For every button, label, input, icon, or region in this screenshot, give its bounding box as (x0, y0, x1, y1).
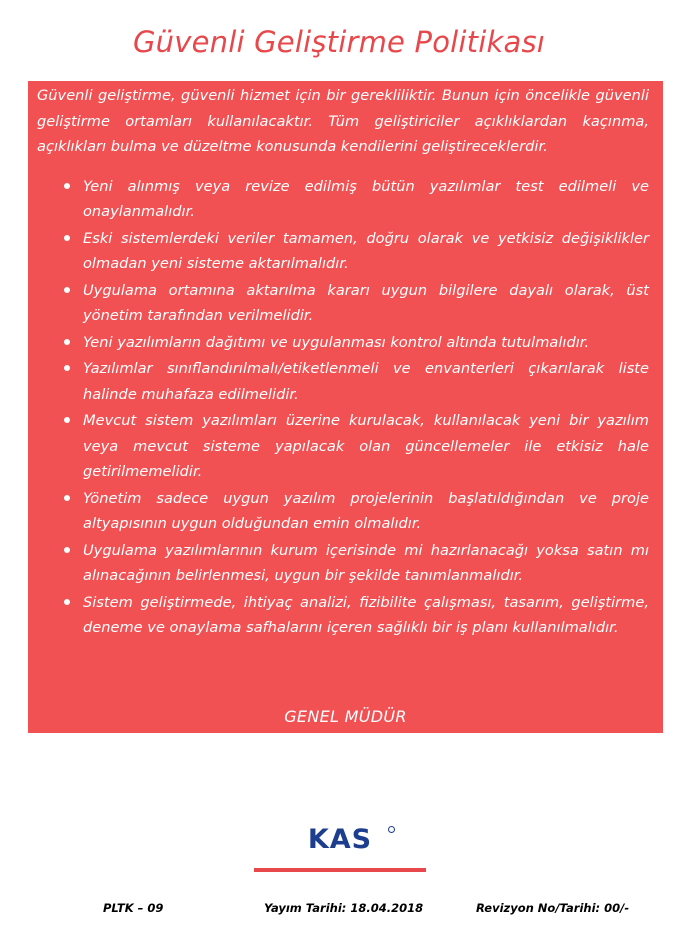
list-item (37, 356, 649, 407)
revision-info: Revizyon No/Tarihi: 00/- (476, 901, 630, 915)
document-title: Güvenli Geliştirme Politikası (132, 25, 546, 59)
list-item-text: Mevcut sistem yazılımları üzerine kurulacak, kullanılacak yeni bir yazılım veya mevcut sisteme yapılacak olan güncellemeler ile etkisiz hale getirilmemelidir. (83, 412, 649, 480)
list-item (37, 226, 649, 277)
list-item-text: Yeni alınmış veya revize edilmiş bütün yazılımlar test edilmeli ve onaylanmalıdır. (83, 177, 649, 220)
intro-paragraph: Güvenli geliştirme, güvenli hizmet için bir gerekliliktir. Bunun için öncelikle güvenli geliştirme ortamları kullanılacaktır. Tüm geliştiriciler açıklıklardan kaçınma, açıklıkları bulma ve düzeltme konusunda kendilerini geliştireceklerdir. (37, 87, 649, 155)
bullet-icon (64, 417, 70, 423)
list-item-text: Uygulama ortamına aktarılma kararı uygun bilgilere dayalı olarak, üst yönetim tarafından verilmelidir. (83, 281, 649, 324)
bullet-icon (64, 495, 70, 501)
list-item (37, 330, 649, 356)
list-item-text: Yazılımlar sınıflandırılmalı/etiketlenmeli ve envanterleri çıkarılarak liste halinde muhafaza edilmelidir. (83, 360, 649, 403)
policy-panel (28, 81, 663, 733)
logo-text: KAS (307, 824, 373, 855)
registered-mark-icon (388, 826, 395, 833)
bullet-icon (64, 365, 70, 371)
policy-list (37, 174, 649, 641)
logo-underline (254, 868, 426, 872)
bullet-icon (64, 547, 70, 553)
list-item-text: Eski sistemlerdeki veriler tamamen, doğru olarak ve yetkisiz değişiklikler olmadan yeni sisteme aktarılmalıdır. (83, 229, 649, 272)
list-item (37, 590, 649, 641)
publish-date: Yayım Tarihi: 18.04.2018 (264, 901, 424, 915)
list-item-text: Sistem geliştirmede, ihtiyaç analizi, fizibilite çalışması, tasarım, geliştirme, deneme ve onaylama safhalarını içeren sağlıklı bir iş planı kullanılmalıdır. (83, 593, 649, 636)
list-item (37, 486, 649, 537)
list-item-text: Uygulama yazılımlarının kurum içerisinde mi hazırlanacağı yoksa satın mı alınacağının belirlenmesi, uygun bir şekilde tanımlanmalıdır. (83, 541, 649, 584)
company-logo (254, 824, 426, 876)
signature: GENEL MÜDÜR (284, 707, 407, 726)
list-item-text: Yeni yazılımların dağıtımı ve uygulanması kontrol altında tutulmalıdır. (83, 333, 590, 351)
page-footer (0, 897, 678, 919)
bullet-icon (64, 235, 70, 241)
list-item-text: Yönetim sadece uygun yazılım projelerinin başlatıldığından ve proje altyapısının uygun olduğundan emin olmalıdır. (83, 489, 649, 532)
list-item (37, 278, 649, 329)
document-code: PLTK – 09 (103, 901, 164, 915)
bullet-icon (64, 339, 70, 345)
bullet-icon (64, 599, 70, 605)
bullet-icon (64, 287, 70, 293)
list-item (37, 174, 649, 225)
list-item (37, 538, 649, 589)
list-item (37, 408, 649, 485)
bullet-icon (64, 183, 70, 189)
